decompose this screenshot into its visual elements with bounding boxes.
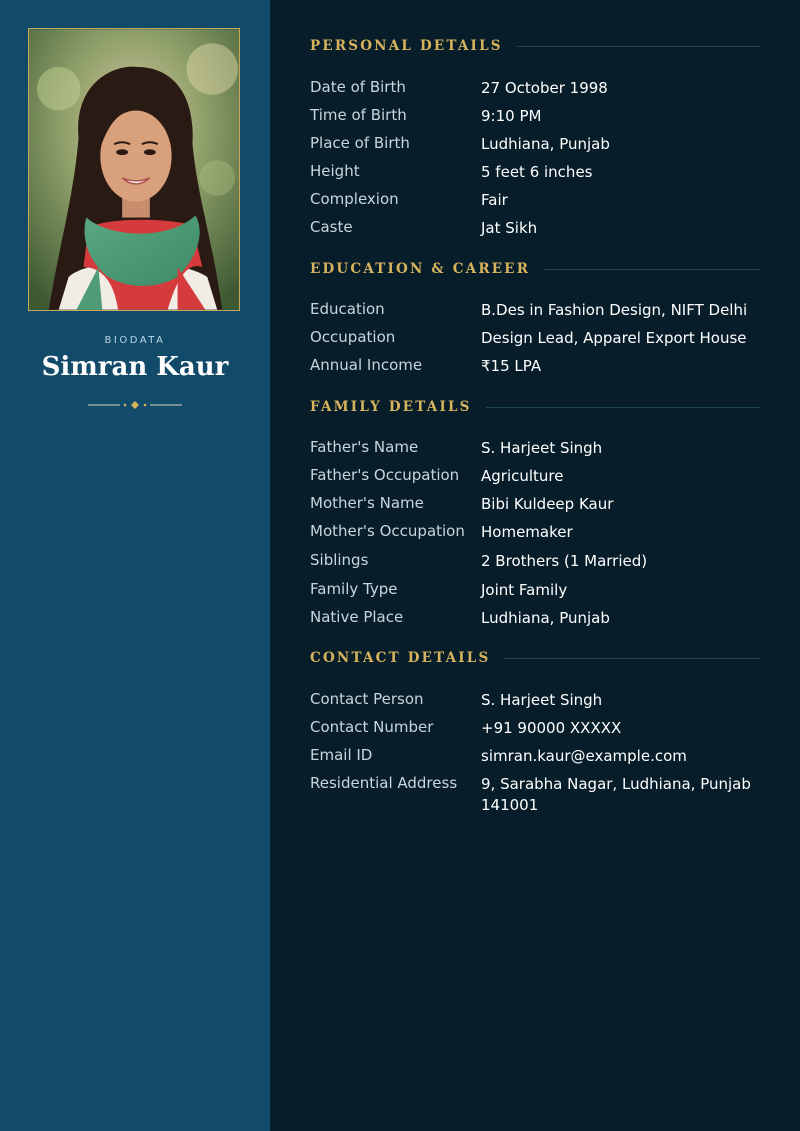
detail-label: Date of Birth xyxy=(310,78,406,96)
sidebar xyxy=(0,0,270,1131)
detail-value: Jat Sikh xyxy=(481,219,538,237)
details-panel xyxy=(270,0,800,1131)
section-title: CONTACT DETAILS xyxy=(310,650,491,666)
detail-value: B.Des in Fashion Design, NIFT Delhi xyxy=(481,301,748,319)
divider-ornament-icon xyxy=(88,399,182,411)
detail-label: Caste xyxy=(310,218,353,236)
detail-value: +91 90000 XXXXX xyxy=(481,719,622,737)
detail-value: Design Lead, Apparel Export House xyxy=(481,329,747,347)
detail-label: Family Type xyxy=(310,580,398,598)
detail-label: Education xyxy=(310,300,385,318)
section-title: FAMILY DETAILS xyxy=(310,399,472,415)
detail-value: 27 October 1998 xyxy=(481,79,608,97)
detail-value: Joint Family xyxy=(481,581,568,599)
portrait-image xyxy=(29,29,239,310)
detail-value: S. Harjeet Singh xyxy=(481,691,603,709)
detail-value: 5 feet 6 inches xyxy=(481,163,593,181)
detail-value: Bibi Kuldeep Kaur xyxy=(481,495,614,513)
detail-label: Email ID xyxy=(310,746,373,764)
detail-label: Siblings xyxy=(310,551,369,569)
section-education-header xyxy=(310,259,760,279)
section-title: PERSONAL DETAILS xyxy=(310,38,503,54)
detail-value[interactable]: simran.kaur@example.com xyxy=(481,747,687,765)
detail-label: Father's Occupation xyxy=(310,466,460,484)
detail-value: Fair xyxy=(481,191,508,209)
detail-label: Contact Number xyxy=(310,718,434,736)
detail-value: ₹15 LPA xyxy=(481,357,542,375)
detail-value: Agriculture xyxy=(481,467,564,485)
detail-value: 9, Sarabha Nagar, Ludhiana, Punjab 141001 xyxy=(481,775,751,814)
detail-label: Mother's Occupation xyxy=(310,522,465,540)
profile-name: Simran Kaur xyxy=(41,352,229,382)
section-divider xyxy=(544,269,760,270)
detail-label: Annual Income xyxy=(310,356,423,374)
detail-label: Contact Person xyxy=(310,690,424,708)
section-family-header xyxy=(310,397,760,417)
detail-label: Residential Address xyxy=(310,774,458,792)
detail-value: 9:10 PM xyxy=(481,107,542,125)
detail-value: Ludhiana, Punjab xyxy=(481,135,610,153)
section-divider xyxy=(504,658,760,659)
section-title: EDUCATION & CAREER xyxy=(310,261,531,277)
section-contact-header xyxy=(310,648,760,668)
section-personal-header xyxy=(310,36,760,56)
biodata-label: BIODATA xyxy=(104,335,166,346)
detail-label: Father's Name xyxy=(310,438,419,456)
detail-label: Native Place xyxy=(310,608,404,626)
detail-label: Occupation xyxy=(310,328,396,346)
detail-label: Height xyxy=(310,162,360,180)
profile-photo xyxy=(28,28,240,311)
detail-value: 2 Brothers (1 Married) xyxy=(481,552,648,570)
detail-value: Homemaker xyxy=(481,523,573,541)
section-divider xyxy=(517,46,760,47)
detail-label: Mother's Name xyxy=(310,494,424,512)
section-divider xyxy=(486,407,760,408)
detail-label: Place of Birth xyxy=(310,134,410,152)
detail-value: S. Harjeet Singh xyxy=(481,439,603,457)
detail-label: Time of Birth xyxy=(310,106,407,124)
detail-value: Ludhiana, Punjab xyxy=(481,609,610,627)
detail-label: Complexion xyxy=(310,190,399,208)
